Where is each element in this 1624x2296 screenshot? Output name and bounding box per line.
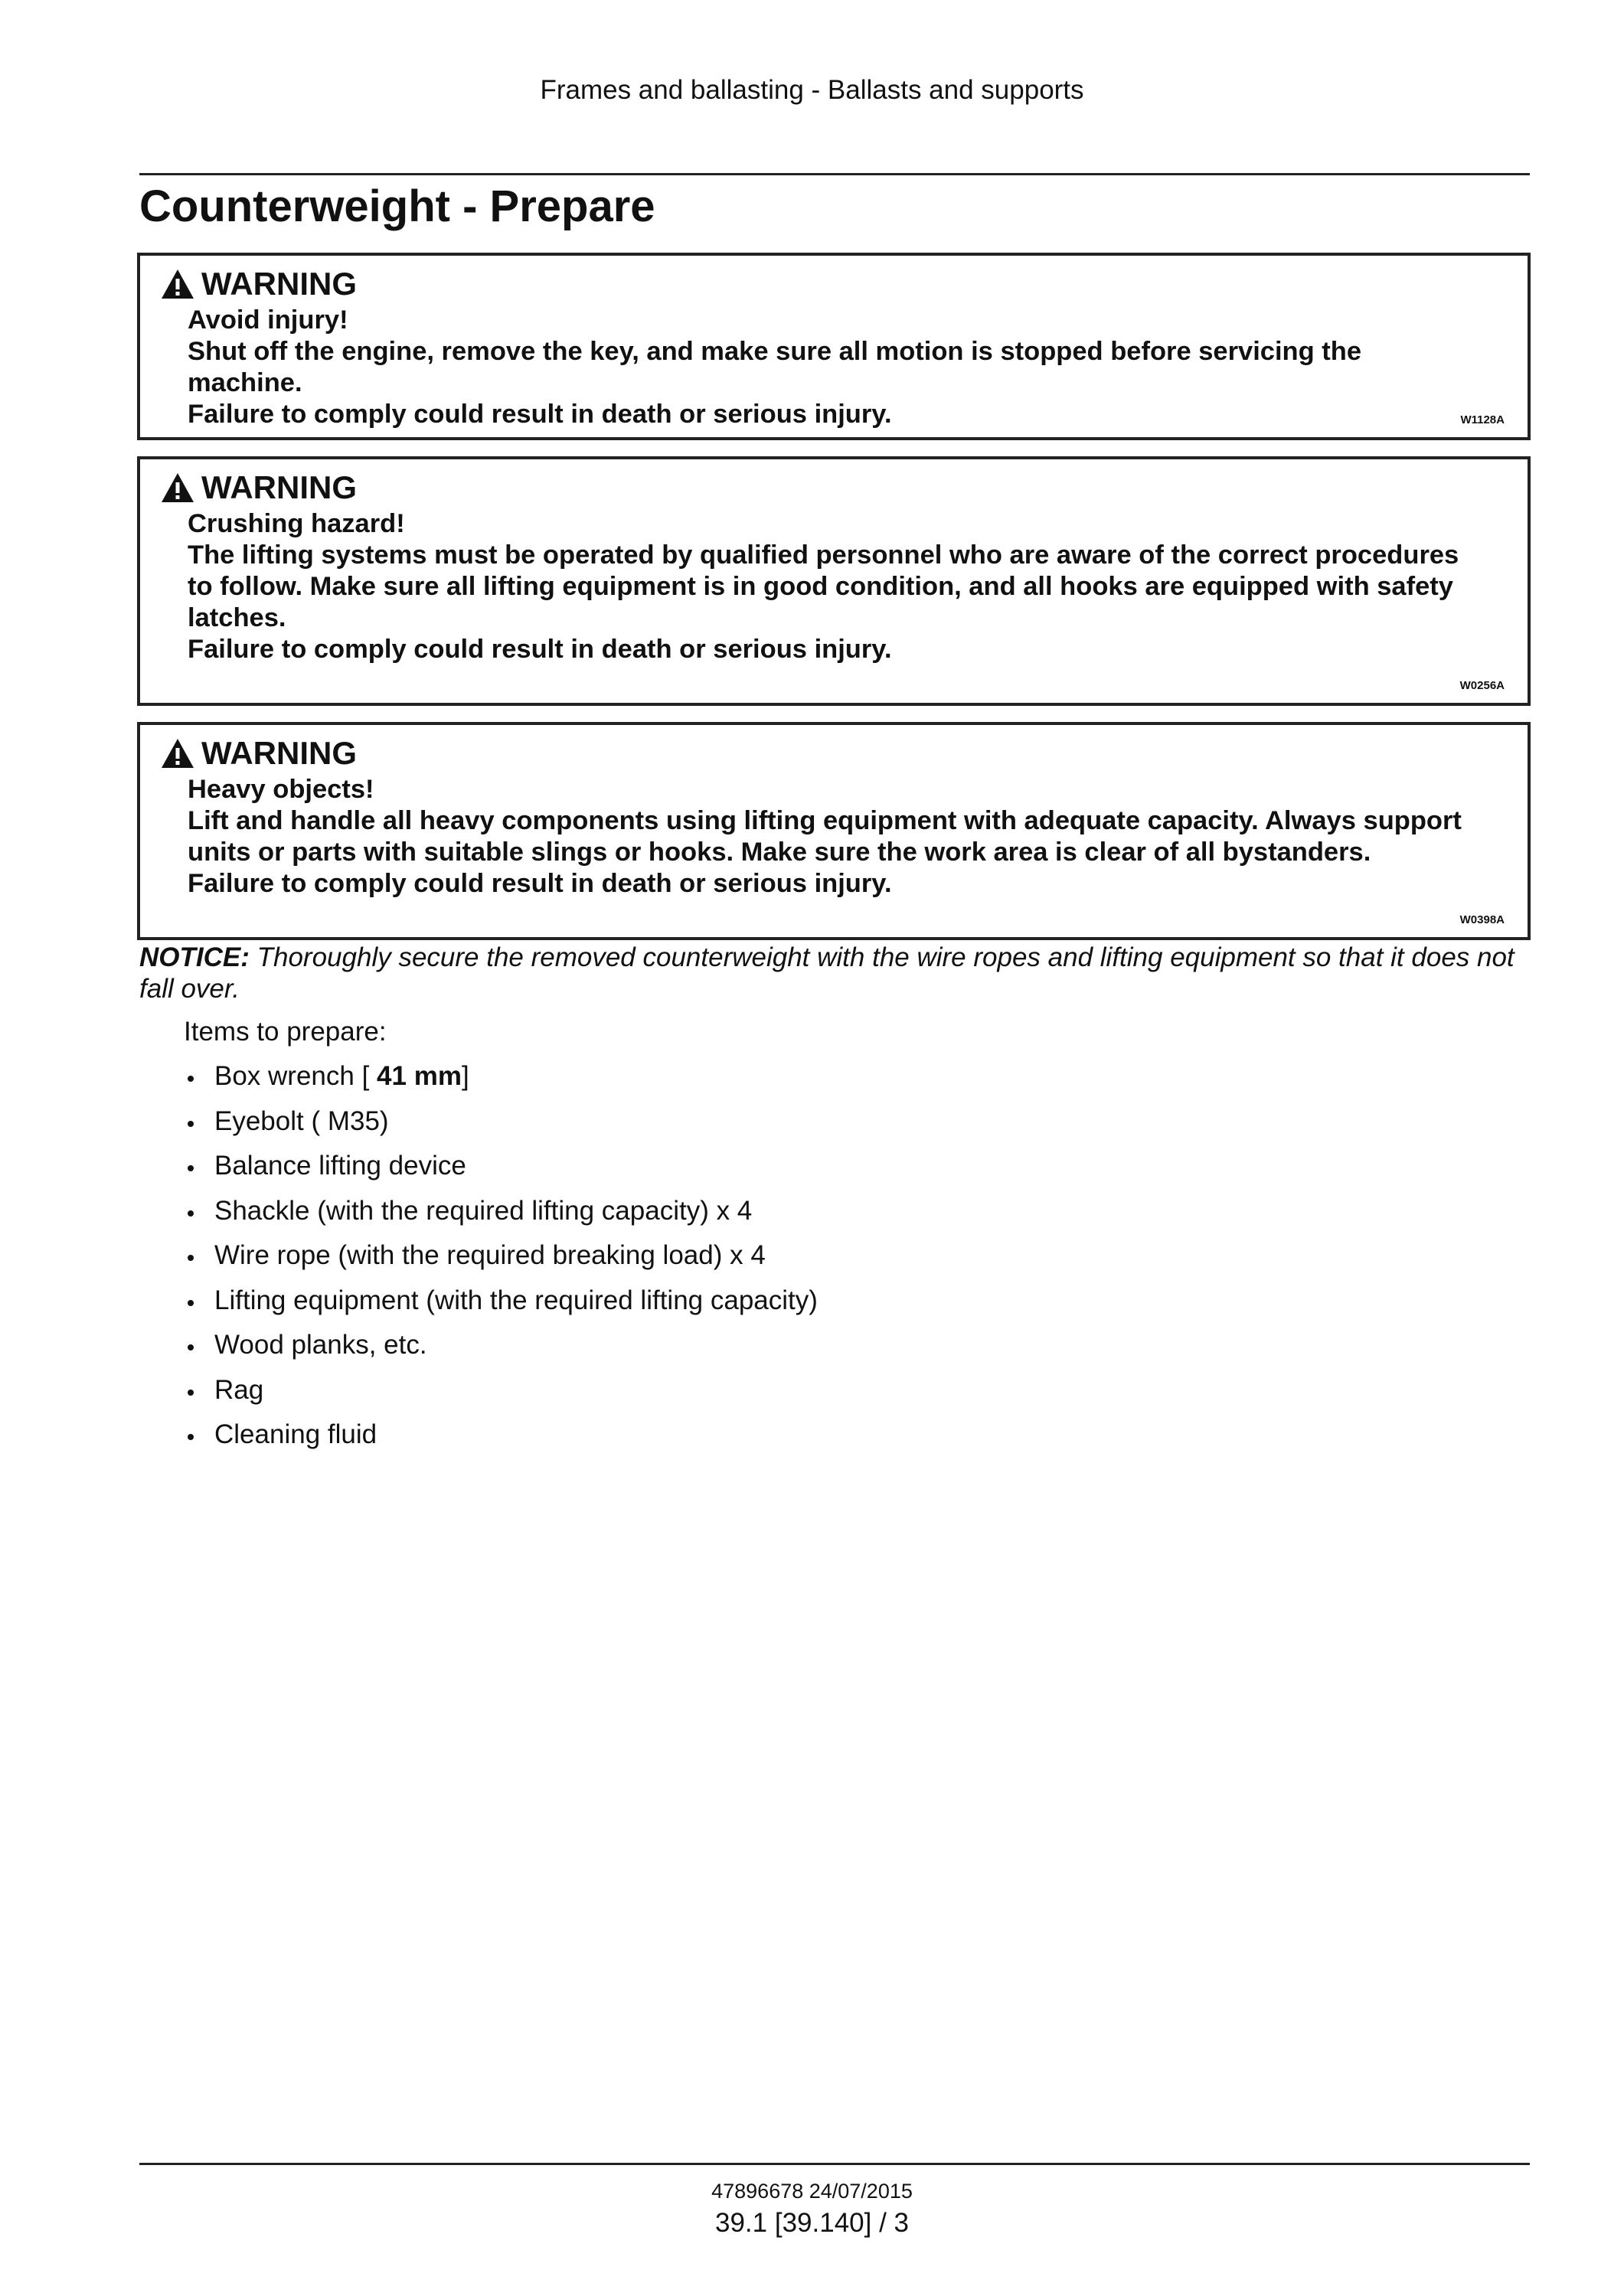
footer-rule: [139, 2163, 1530, 2165]
list-item: Shackle (with the required lifting capacity) x 4: [184, 1194, 818, 1239]
page-number: 39.1 [39.140] / 3: [715, 2208, 909, 2238]
warning-text: [188, 305, 1482, 430]
running-header: Frames and ballasting - Ballasts and supports: [540, 75, 1084, 105]
page-title: Counterweight - Prepare: [139, 181, 655, 231]
item-text: Box wrench [: [214, 1061, 377, 1091]
wrench-size: 41 mm: [377, 1061, 462, 1091]
document-id: 47896678 24/07/2015: [711, 2180, 913, 2203]
warning-label: WARNING: [201, 735, 357, 771]
warning-hazard: Crushing hazard!: [188, 509, 405, 538]
warning-instruction: Shut off the engine, remove the key, and make sure all motion is stopped before servicing the machine.: [188, 337, 1362, 397]
warning-consequence: Failure to comply could result in death or serious injury.: [188, 635, 892, 664]
warning-consequence: Failure to comply could result in death or serious injury.: [188, 869, 892, 898]
items-intro: Items to prepare:: [184, 1017, 387, 1047]
list-item: Eyebolt ( M35): [184, 1105, 818, 1150]
warning-box: [137, 456, 1531, 706]
list-item: Cleaning fluid: [184, 1418, 818, 1463]
list-item: Wire rope (with the required breaking load) x 4: [184, 1239, 818, 1284]
warning-code: W1128A: [1460, 413, 1505, 426]
warning-instruction: Lift and handle all heavy components using lifting equipment with adequate capacity. Always support units or parts with suitable slings or hooks. Make sure the work area is clear of all bystanders.: [188, 806, 1462, 867]
warning-triangle-icon: [160, 472, 195, 504]
warning-hazard: Avoid injury!: [188, 305, 348, 335]
warning-heading: [160, 467, 357, 508]
warning-heading: [160, 263, 357, 305]
warning-code: W0256A: [1459, 679, 1505, 692]
warning-box: [137, 253, 1531, 440]
item-text-suffix: ]: [461, 1061, 469, 1091]
warning-text: [188, 774, 1482, 900]
warning-triangle-icon: [160, 737, 195, 769]
warning-box: [137, 722, 1531, 940]
warning-consequence: Failure to comply could result in death or serious injury.: [188, 400, 892, 429]
warning-label: WARNING: [201, 266, 357, 302]
warning-instruction: The lifting systems must be operated by qualified personnel who are aware of the correct procedures to follow. Make sure all lifting equipment is in good condition, and all hooks are equipped with safety latches.: [188, 541, 1459, 632]
warning-triangle-icon: [160, 268, 195, 300]
list-item: Balance lifting device: [184, 1149, 818, 1194]
notice-paragraph: [139, 942, 1530, 1004]
warning-code: W0398A: [1459, 913, 1505, 926]
list-item: Lifting equipment (with the required lifting capacity): [184, 1284, 818, 1329]
header-rule: [139, 173, 1530, 175]
warning-heading: [160, 733, 357, 774]
list-item: Rag: [184, 1373, 818, 1419]
warning-label: WARNING: [201, 469, 357, 505]
warning-hazard: Heavy objects!: [188, 775, 374, 804]
notice-label: NOTICE:: [139, 942, 250, 972]
notice-text: Thoroughly secure the removed counterweight with the wire ropes and lifting equipment so that it does not fall over.: [139, 942, 1515, 1004]
list-item: [184, 1060, 818, 1105]
list-item: Wood planks, etc.: [184, 1328, 818, 1373]
warning-text: [188, 508, 1482, 665]
items-list: [184, 1060, 818, 1463]
